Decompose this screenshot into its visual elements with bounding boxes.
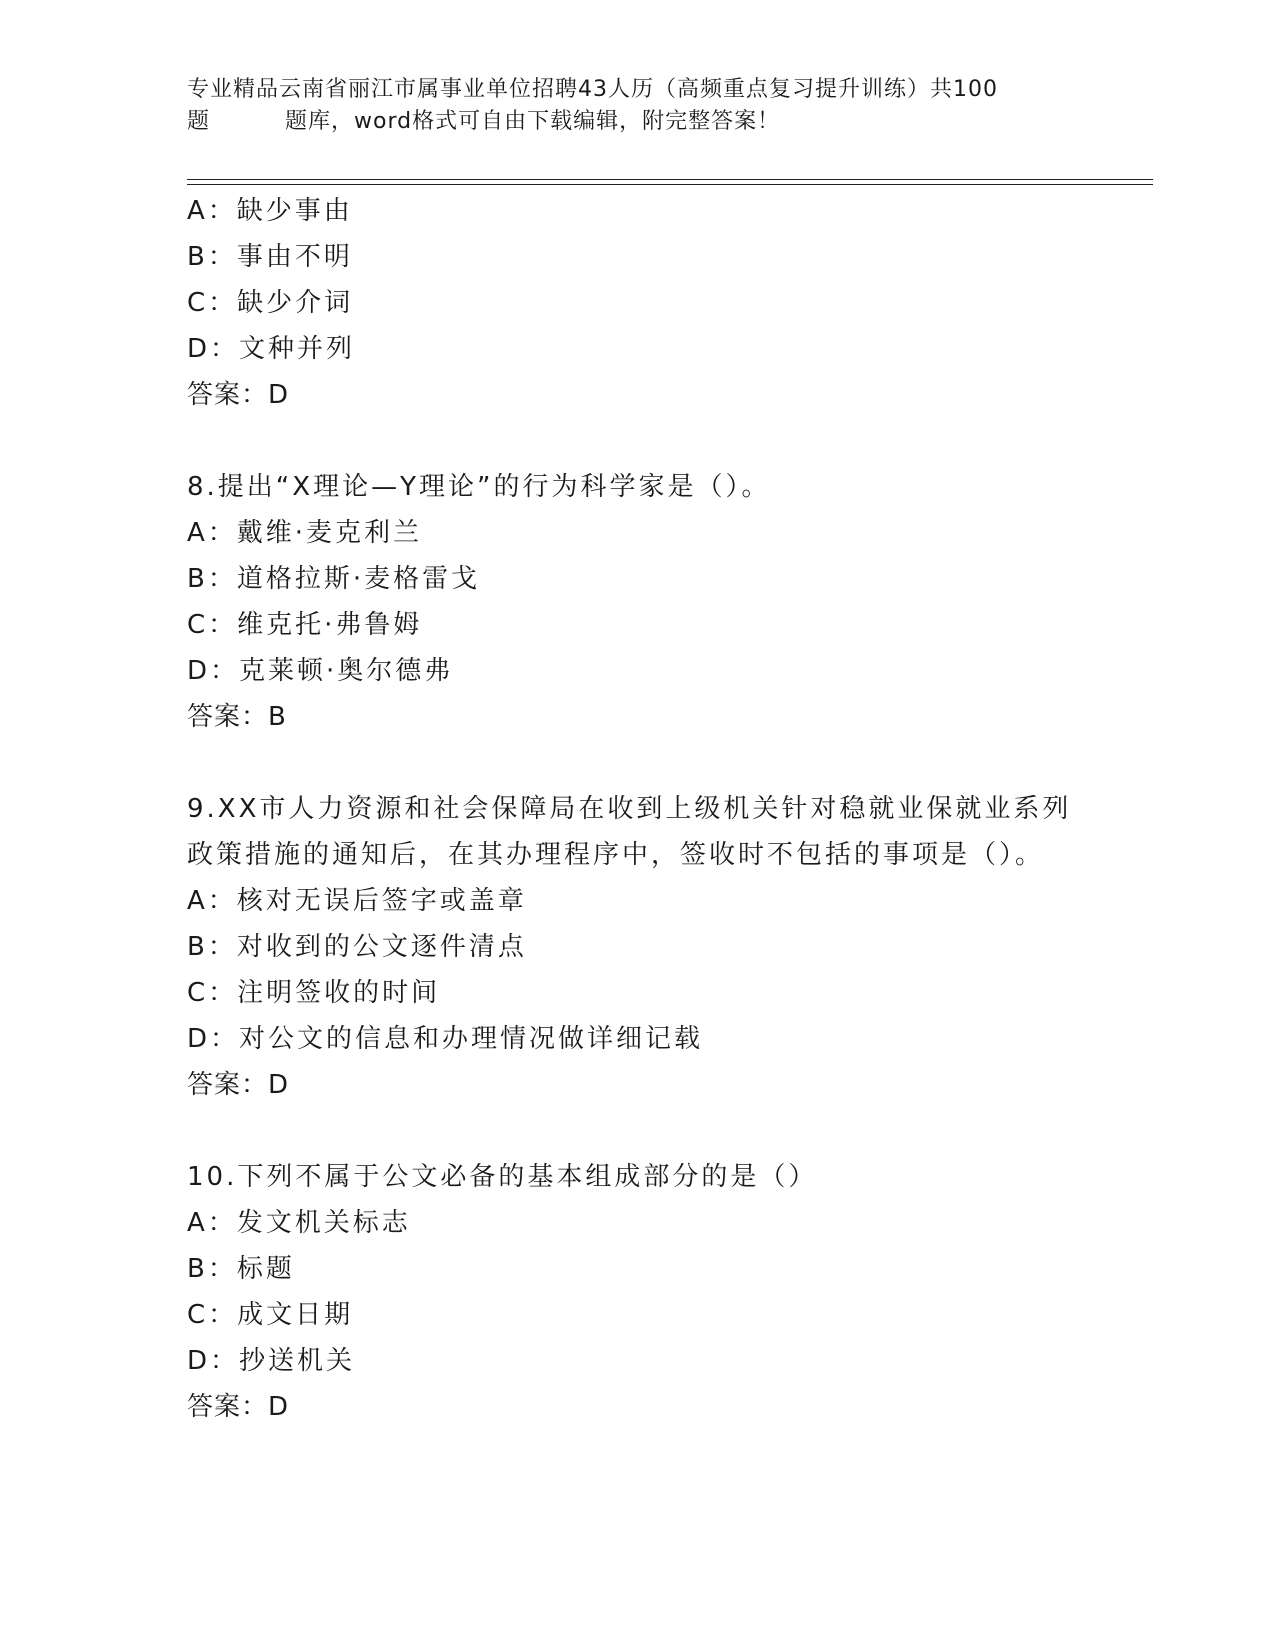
option-c: C：注明签收的时间 (187, 978, 441, 1008)
question-10 (187, 1154, 1087, 1430)
option-a: A：核对无误后签字或盖章 (187, 886, 527, 916)
header-title-line2 (187, 106, 1067, 138)
option-d: D：克莱顿·奥尔德弗 (187, 656, 454, 686)
answer-line: 答案：D (187, 1070, 290, 1100)
option-a: A：缺少事由 (187, 196, 353, 226)
option-d: D：文种并列 (187, 334, 356, 364)
answer-line: 答案：D (187, 380, 290, 410)
question-text-line1: 9.XX市人力资源和社会保障局在收到上级机关针对稳就业保就业系列 (187, 794, 1072, 824)
option-b: B：道格拉斯·麦格雷戈 (187, 564, 481, 594)
option-d: D：抄送机关 (187, 1346, 356, 1376)
option-a: A：发文机关标志 (187, 1208, 411, 1238)
option-c: C：成文日期 (187, 1300, 354, 1330)
option-b: B：标题 (187, 1254, 295, 1284)
question-8 (187, 464, 1087, 740)
option-b: B：对收到的公文逐件清点 (187, 932, 527, 962)
answer-line: 答案：B (187, 702, 287, 732)
header-title-line1: 专业精品云南省丽江市属事业单位招聘43人历（高频重点复习提升训练）共100 (187, 77, 998, 102)
option-c: C：缺少介词 (187, 288, 354, 318)
header-divider-top (187, 179, 1153, 180)
header-line2-right: 题库，word格式可自由下载编辑，附完整答案！ (285, 109, 781, 134)
option-d: D：对公文的信息和办理情况做详细记载 (187, 1024, 704, 1054)
question-text-line2: 政策措施的通知后，在其办理程序中，签收时不包括的事项是（）。 (187, 840, 1045, 870)
answer-line: 答案：D (187, 1392, 290, 1422)
header-line2-left: 题 (187, 109, 211, 134)
question-text: 8.提出“X理论—Y理论”的行为科学家是（）。 (187, 472, 771, 502)
document-header (187, 74, 1067, 138)
header-divider-bottom (187, 184, 1153, 185)
question-list (187, 188, 1087, 1430)
question-text: 10.下列不属于公文必备的基本组成部分的是（） (187, 1162, 818, 1192)
option-b: B：事由不明 (187, 242, 353, 272)
question-9 (187, 786, 1087, 1108)
option-a: A：戴维·麦克利兰 (187, 518, 423, 548)
question-7 (187, 188, 1087, 418)
option-c: C：维克托·弗鲁姆 (187, 610, 423, 640)
